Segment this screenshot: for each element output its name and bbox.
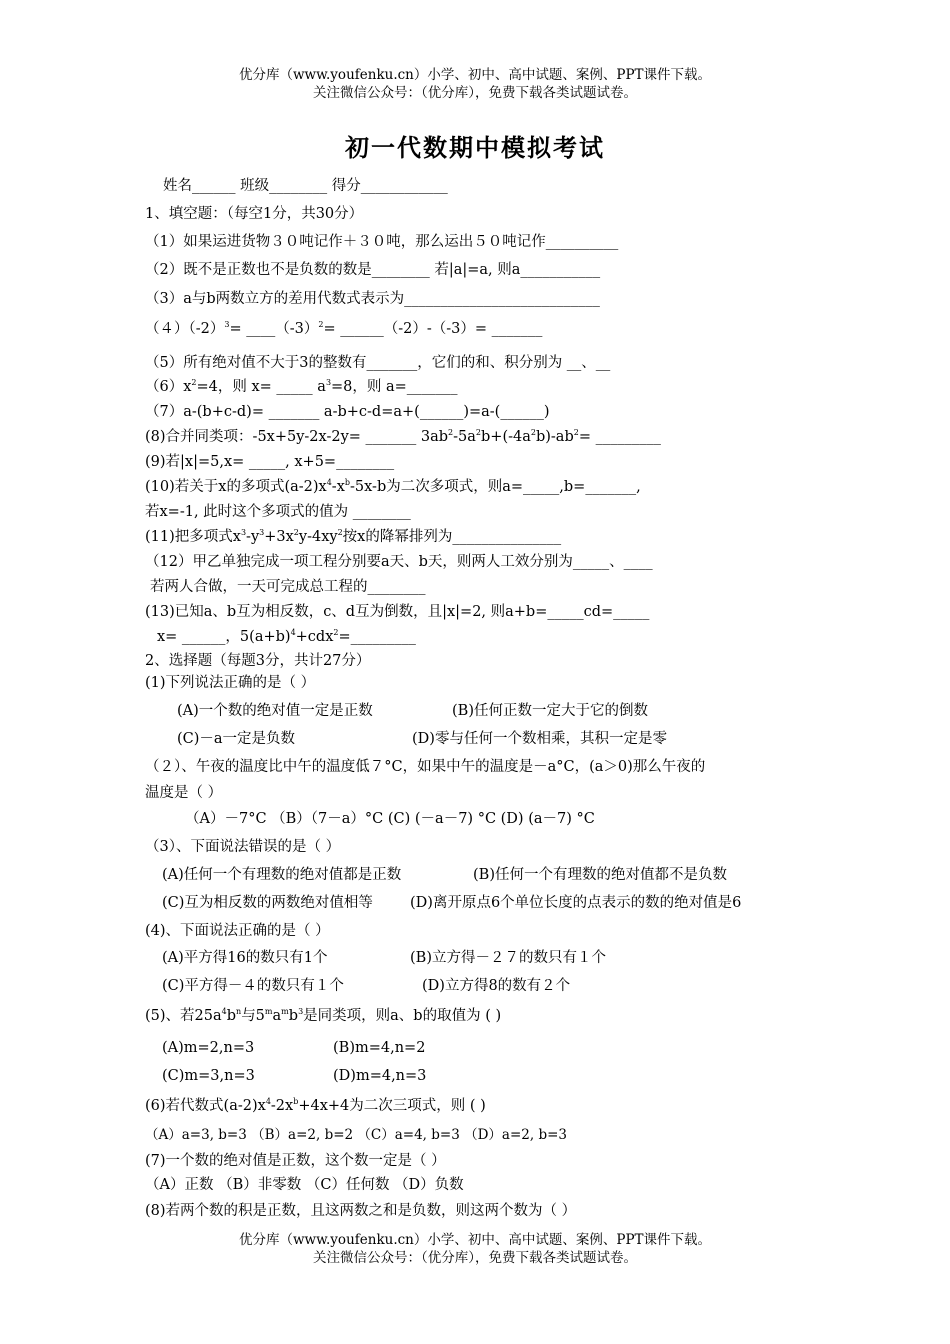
question-10: (10)若关于x的多项式$(a-2)x^4-x^b-5x-b$为二次多项式，则a=_____,b=_______, bbox=[145, 478, 641, 495]
question-12: （12）甲乙单独完成一项工程分别要a天、b天，则两人工效分别为_____、____ bbox=[145, 554, 653, 570]
choice-1: (1)下列说法正确的是（ ） bbox=[145, 675, 316, 691]
choice-5: (5)、若$25a^4b^n$与$5^ma^mb^3$是同类项，则a、b的取值为 ( ) bbox=[145, 1007, 502, 1024]
question-3: （3）a与b两数立方的差用代数式表示为___________________________ bbox=[145, 291, 600, 307]
header-line-1: 优分库（www.youfenku.cn）小学、初中、高中试题、案例、PPT课件下载。 bbox=[238, 67, 712, 83]
choice-4: (4)、下面说法正确的是（ ） bbox=[145, 923, 330, 939]
choice-5-option-b: (B)m=4,n=2 bbox=[333, 1040, 426, 1056]
header-line-2: 关注微信公众号：（优分库），免费下载各类试题试卷。 bbox=[313, 85, 637, 101]
section2-heading: 2、选择题（每题3分，共计27分） bbox=[145, 653, 371, 669]
question-1: （1）如果运进货物３０吨记作＋３０吨，那么运出５０吨记作__________ bbox=[145, 234, 619, 250]
choice-4-option-a: (A)平方得16的数只有1个 bbox=[162, 950, 328, 966]
choice-2-options: （A）－7°C （B）（7－a）°C (C) (－a－7) °C (D) (a－7) °C bbox=[185, 811, 595, 827]
choice-3-option-b: (B)任何一个有理数的绝对值都不是负数 bbox=[473, 867, 727, 883]
page-title: 初一代数期中模拟考试 bbox=[345, 133, 605, 162]
question-4: $(4)(-2)^3=$ $\_\_\_\_(-3)^2=$ ______（-2）-（-3）= _______ bbox=[145, 320, 543, 337]
choice-3-option-d: (D)离开原点6个单位长度的点表示的数的绝对值是6 bbox=[410, 895, 742, 911]
choice-2: （２）、午夜的温度比中午的温度低７°C，如果中午的温度是－a°C，(a＞0)那么午夜的 bbox=[145, 759, 706, 775]
choice-4-option-c: (C)平方得－４的数只有１个 bbox=[162, 978, 344, 994]
choice-8: (8)若两个数的积是正数，且这两数之和是负数，则这两个数为（ ） bbox=[145, 1203, 577, 1219]
question-11: (11)把多项式$x^3-y^3+3x^2y-4xy^2$按x的降幂排列为_______________ bbox=[145, 528, 562, 545]
question-10-continued: 若x=-1, 此时这个多项式的值为 ________ bbox=[145, 504, 411, 520]
question-5: （5）所有绝对值不大于3的整数有_______，它们的和、积分别为 __、__ bbox=[145, 355, 611, 371]
choice-1-option-c: (C)－a一定是负数 bbox=[177, 731, 296, 747]
question-9: (9)若|x|=5,x= _____, x+5=________ bbox=[145, 454, 395, 470]
choice-7: (7)一个数的绝对值是正数，这个数一定是（ ） bbox=[145, 1153, 446, 1169]
choice-3-option-c: (C)互为相反数的两数绝对值相等 bbox=[162, 895, 373, 911]
question-8: (8)合并同类项：-5x+5y-2x-2y= _______ $3ab^2-5a^2b+(-4a^2b)-ab^2=$ _________ bbox=[145, 428, 661, 445]
choice-3: （3）、下面说法错误的是（ ） bbox=[145, 839, 341, 855]
choice-7-options: （A）正数 （B）非零数 （C）任何数 （D）负数 bbox=[145, 1177, 464, 1193]
question-7: （7）a-(b+c-d)= _______ a-b+c-d=a+(______)=a-(______) bbox=[145, 404, 550, 420]
footer-line-1: 优分库（www.youfenku.cn）小学、初中、高中试题、案例、PPT课件下载。 bbox=[238, 1232, 712, 1248]
choice-1-option-b: (B)任何正数一定大于它的倒数 bbox=[452, 703, 648, 719]
choice-3-option-a: (A)任何一个有理数的绝对值都是正数 bbox=[162, 867, 402, 883]
section1-heading: 1、填空题：（每空1分，共30分） bbox=[145, 206, 364, 222]
question-12-continued: 若两人合做，一天可完成总工程的________ bbox=[150, 579, 426, 595]
choice-2-continued: 温度是（ ） bbox=[145, 785, 223, 801]
question-13-continued: x= ______，$5(a+b)^4+cdx^2=\_\_\_\_\_\_\_\_\_$ bbox=[157, 628, 416, 645]
footer-line-2: 关注微信公众号：（优分库），免费下载各类试题试卷。 bbox=[313, 1250, 637, 1266]
choice-6: (6)若代数式$(a-2)x^4-2x^b+4x+4$为二次三项式，则 ( ) bbox=[145, 1097, 486, 1114]
student-info-line: 姓名______ 班级________ 得分____________ bbox=[163, 178, 448, 194]
choice-4-option-b: (B)立方得－２７的数只有１个 bbox=[410, 950, 606, 966]
choice-1-option-d: (D)零与任何一个数相乘，其积一定是零 bbox=[412, 731, 667, 747]
choice-1-option-a: (A)一个数的绝对值一定是正数 bbox=[177, 703, 373, 719]
question-6: $(6)x^2=4$，则 x= _____ $a^3=8$，则 a=_______ bbox=[145, 378, 458, 395]
choice-5-option-a: (A)m=2,n=3 bbox=[162, 1040, 255, 1056]
choice-5-option-d: (D)m=4,n=3 bbox=[333, 1068, 427, 1084]
choice-5-option-c: (C)m=3,n=3 bbox=[162, 1068, 255, 1084]
choice-6-options: （A）a=3, b=3 （B）a=2, b=2 （C）a=4, b=3 （D）a=2, b=3 bbox=[145, 1127, 567, 1143]
question-13: (13)已知a、b互为相反数，c、d互为倒数，且|x|=2, 则a+b=_____cd=_____ bbox=[145, 604, 650, 620]
question-2: （2）既不是正数也不是负数的数是________ 若|a|=a, 则a___________ bbox=[145, 262, 601, 278]
choice-4-option-d: (D)立方得8的数有２个 bbox=[422, 978, 571, 994]
